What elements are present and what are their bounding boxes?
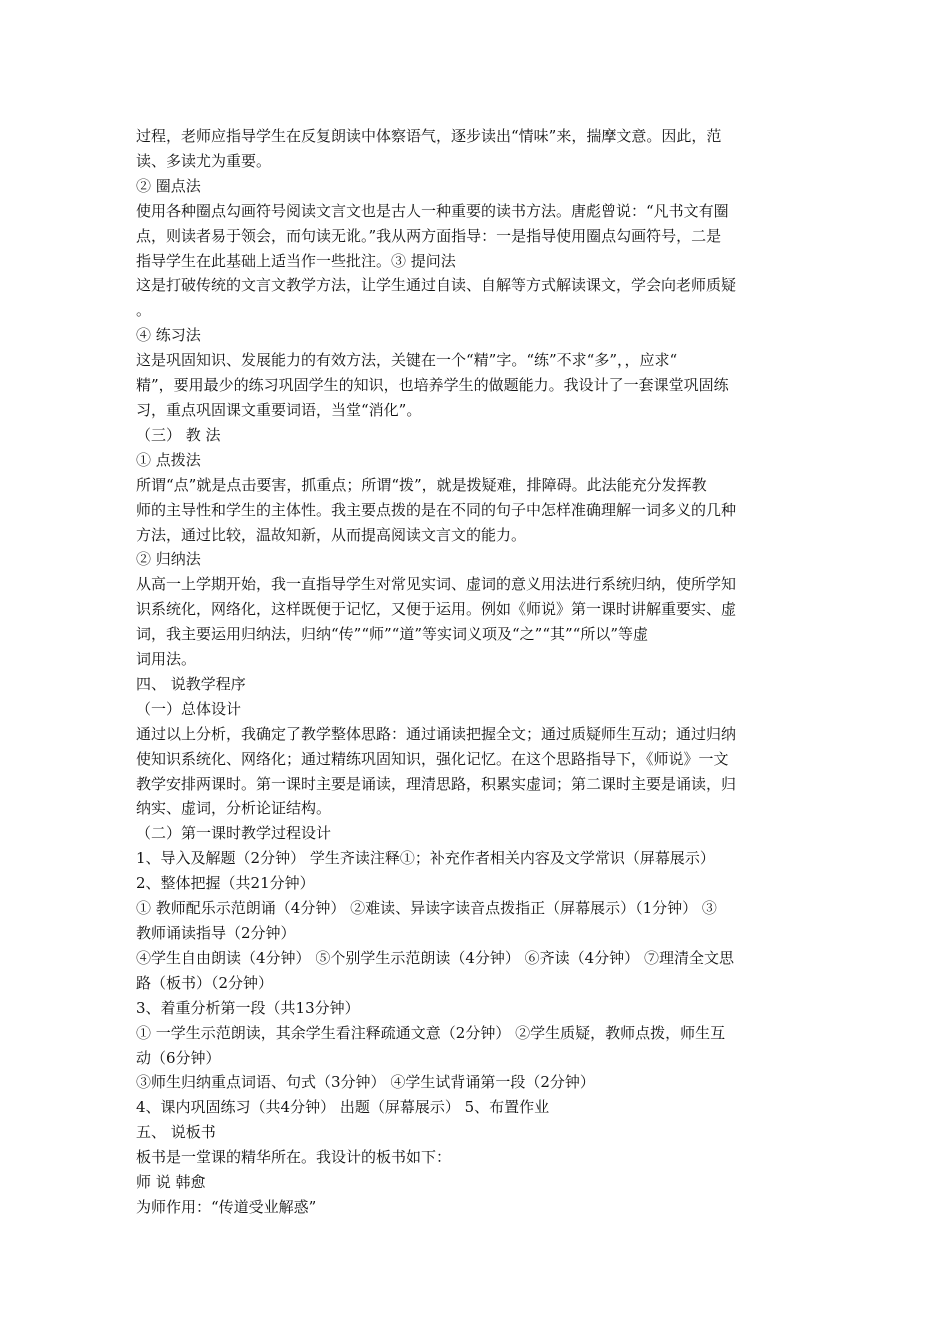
text-line: 习，重点巩固课文重要词语，当堂“消化”。 (136, 400, 422, 419)
text-line: 为师作用：“传道受业解惑” (136, 1197, 317, 1216)
text-line: 点，则读者易于领会，而句读无讹。”我从两方面指导：一是指导使用圈点勾画符号，二是 (136, 226, 722, 245)
text-line: 1、导入及解题（2分钟） 学生齐读注释①；补充作者相关内容及文学常识（屏幕展示） (136, 849, 715, 868)
text-line: ② 归纳法 (136, 550, 201, 569)
text-line: 从高一上学期开始，我一直指导学生对常见实词、虚词的意义用法进行系统归纳，使所学知 (136, 575, 737, 594)
text-line: 过程，老师应指导学生在反复朗读中体察语气，逐步读出“情味”来，揣摩文意。因此，范 (136, 127, 722, 145)
text-line: 使知识系统化、网络化；通过精练巩固知识，强化记忆。在这个思路指导下，《师说》一文 (136, 749, 729, 768)
text-line: 师的主导性和学生的主体性。我主要点拨的是在不同的句子中怎样准确理解一词多义的几种 (136, 500, 737, 519)
text-line: 2、整体把握（共21分钟） (136, 874, 315, 893)
text-line: 使用各种圈点勾画符号阅读文言文也是古人一种重要的读书方法。唐彪曾说：“凡书文有圈 (136, 201, 729, 220)
text-line: 师 说 韩愈 (136, 1173, 206, 1192)
text-line: 纳实、虚词，分析论证结构。 (136, 799, 332, 818)
text-line: 读、多读尤为重要。 (136, 151, 272, 170)
text-line: 4、课内巩固练习（共4分钟） 出题（屏幕展示） 5、布置作业 (136, 1098, 550, 1117)
text-line: （三） 教 法 (136, 425, 221, 444)
text-line: 教学安排两课时。第一课时主要是诵读，理清思路，积累实虚词；第二课时主要是诵读，归 (136, 774, 737, 793)
text-line: 这是打破传统的文言文教学方法，让学生通过自读、自解等方式解读课文，学会向老师质疑 (136, 276, 737, 295)
text-line: 词，我主要运用归纳法，归纳“传”“师”“道”等实词义项及“之”“其”“所以”等虚 (136, 625, 649, 644)
text-line: 词用法。 (136, 650, 197, 669)
text-line: 3、着重分析第一段（共13分钟） (136, 998, 360, 1017)
text-line: ④学生自由朗读（4分钟） ⑤个别学生示范朗读（4分钟） ⑥齐读（4分钟） ⑦理清全文思 (136, 948, 734, 967)
text-line: 这是巩固知识、发展能力的有效方法，关键在一个“精”字。“练”不求“多”，，应求“ (136, 351, 678, 370)
text-line: ① 一学生示范朗读，其余学生看注释疏通文意（2分钟） ②学生质疑，教师点拨，师生互 (136, 1023, 726, 1042)
text-line: 识系统化，网络化，这样既便于记忆，又便于运用。例如《师说》第一课时讲解重要实、虚 (136, 600, 737, 619)
text-line: ② 圈点法 (136, 176, 201, 195)
text-line: 五、 说板书 (136, 1123, 216, 1142)
text-line: ③师生归纳重点词语、句式（3分钟） ④学生试背诵第一段（2分钟） (136, 1073, 595, 1092)
text-line: ① 教师配乐示范朗诵（4分钟） ②难读、异读字读音点拨指正（屏幕展示）（1分钟） ③ (136, 899, 717, 918)
text-line: 板书是一堂课的精华所在。我设计的板书如下： (136, 1148, 452, 1167)
document-page (136, 124, 816, 1220)
text-line: 指导学生在此基础上适当作一些批注。③ 提问法 (136, 251, 456, 270)
text-line: （二）第一课时教学过程设计 (136, 824, 332, 843)
text-line: 精”，要用最少的练习巩固学生的知识，也培养学生的做题能力。我设计了一套课堂巩固练 (136, 376, 729, 395)
text-line: 。 (136, 301, 152, 320)
text-line: 方法，通过比较，温故知新，从而提高阅读文言文的能力。 (136, 525, 527, 544)
text-line: ① 点拨法 (136, 450, 201, 469)
text-line: 通过以上分析，我确定了教学整体思路：通过诵读把握全文；通过质疑师生互动；通过归纳 (136, 724, 737, 743)
text-line: （一）总体设计 (136, 699, 242, 718)
text-line: 动（6分钟） (136, 1048, 221, 1067)
text-line: ④ 练习法 (136, 326, 201, 345)
text-line: 教师诵读指导（2分钟） (136, 924, 296, 942)
text-line: 四、 说教学程序 (136, 674, 246, 693)
text-line: 所谓“点”就是点击要害，抓重点；所谓“拨”，就是拨疑难，排障碍。此法能充分发挥教 (136, 475, 707, 494)
text-line: 路（板书）（2分钟） (136, 973, 274, 992)
